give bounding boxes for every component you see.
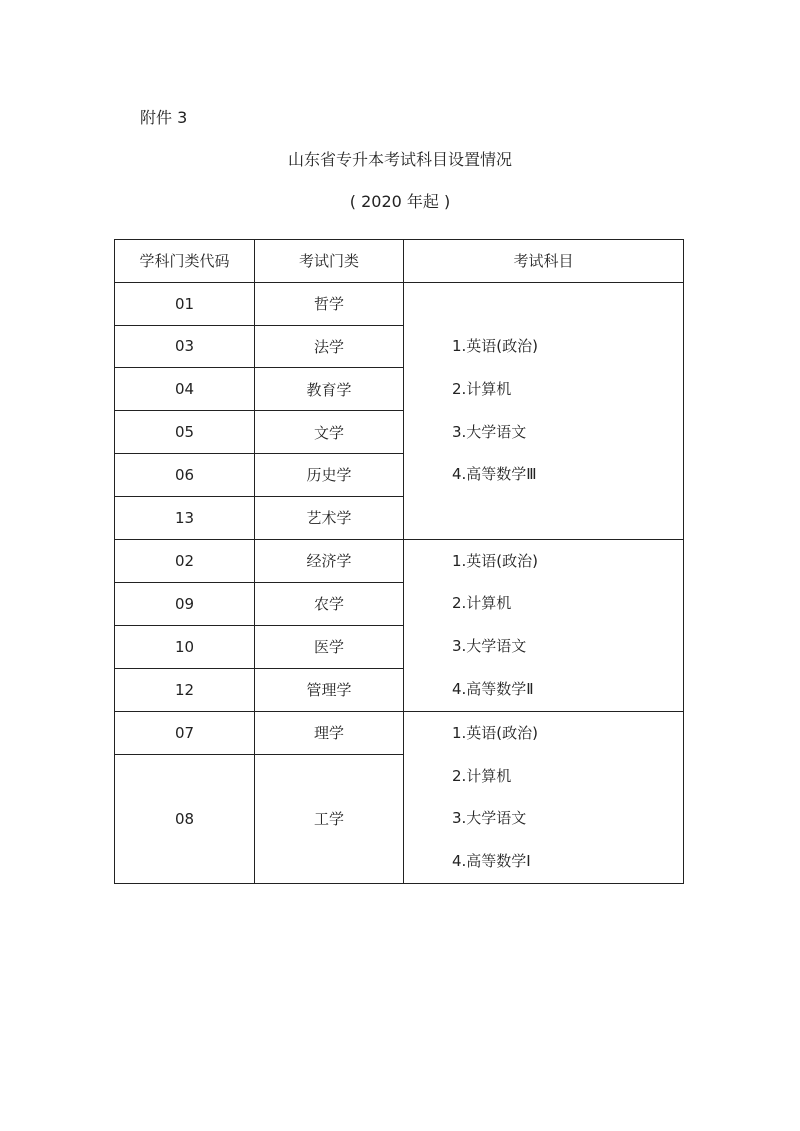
exam-subject-list <box>452 540 683 711</box>
code-cell: 02 <box>115 539 255 582</box>
code-cell: 04 <box>115 368 255 411</box>
document-subtitle: ( 2020 年起 ) <box>349 192 451 211</box>
attachment-label: 附件 3 <box>140 108 188 127</box>
exam-subject: 1.英语(政治) <box>452 723 539 742</box>
exam-subject: 2.计算机 <box>452 379 512 398</box>
exam-subject: 1.英语(政治) <box>452 551 539 570</box>
category-cell: 文学 <box>255 411 404 454</box>
category-cell: 历史学 <box>255 453 404 496</box>
exam-subject: 1.英语(政治) <box>452 337 539 356</box>
category-cell: 教育学 <box>255 368 404 411</box>
code-cell: 10 <box>115 625 255 668</box>
category-cell: 理学 <box>255 711 404 754</box>
exam-subject: 4.高等数学Ⅲ <box>452 465 537 484</box>
exam-subjects-table <box>114 239 684 884</box>
category-cell: 艺术学 <box>255 496 404 539</box>
table-row <box>115 282 684 325</box>
exam-subject-list <box>452 712 683 883</box>
code-cell: 09 <box>115 582 255 625</box>
category-cell: 哲学 <box>255 282 404 325</box>
table-row <box>115 711 684 754</box>
table-header-row <box>115 240 684 283</box>
exam-subject: 3.大学语文 <box>452 809 527 828</box>
category-cell: 经济学 <box>255 539 404 582</box>
category-cell: 管理学 <box>255 668 404 711</box>
code-cell: 06 <box>115 453 255 496</box>
code-cell: 01 <box>115 282 255 325</box>
category-cell: 农学 <box>255 582 404 625</box>
table-row <box>115 539 684 582</box>
exam-subjects-cell <box>404 711 684 883</box>
header-category: 考试门类 <box>255 240 404 283</box>
code-cell: 05 <box>115 411 255 454</box>
exam-subject: 2.计算机 <box>452 594 512 613</box>
exam-subject-list <box>452 325 683 496</box>
exam-subject: 2.计算机 <box>452 766 512 785</box>
category-cell: 医学 <box>255 625 404 668</box>
category-cell: 法学 <box>255 325 404 368</box>
header-subjects: 考试科目 <box>404 240 684 283</box>
code-cell: 03 <box>115 325 255 368</box>
code-cell: 12 <box>115 668 255 711</box>
document-title: 山东省专升本考试科目设置情况 <box>287 150 512 169</box>
exam-subject: 3.大学语文 <box>452 637 527 656</box>
category-cell: 工学 <box>255 754 404 883</box>
exam-subject: 3.大学语文 <box>452 422 527 441</box>
exam-subjects-cell <box>404 282 684 539</box>
code-cell: 08 <box>115 754 255 883</box>
exam-subject: 4.高等数学Ⅱ <box>452 679 534 698</box>
exam-subject: 4.高等数学Ⅰ <box>452 852 531 871</box>
code-cell: 07 <box>115 711 255 754</box>
exam-subjects-cell <box>404 539 684 711</box>
header-code: 学科门类代码 <box>115 240 255 283</box>
code-cell: 13 <box>115 496 255 539</box>
